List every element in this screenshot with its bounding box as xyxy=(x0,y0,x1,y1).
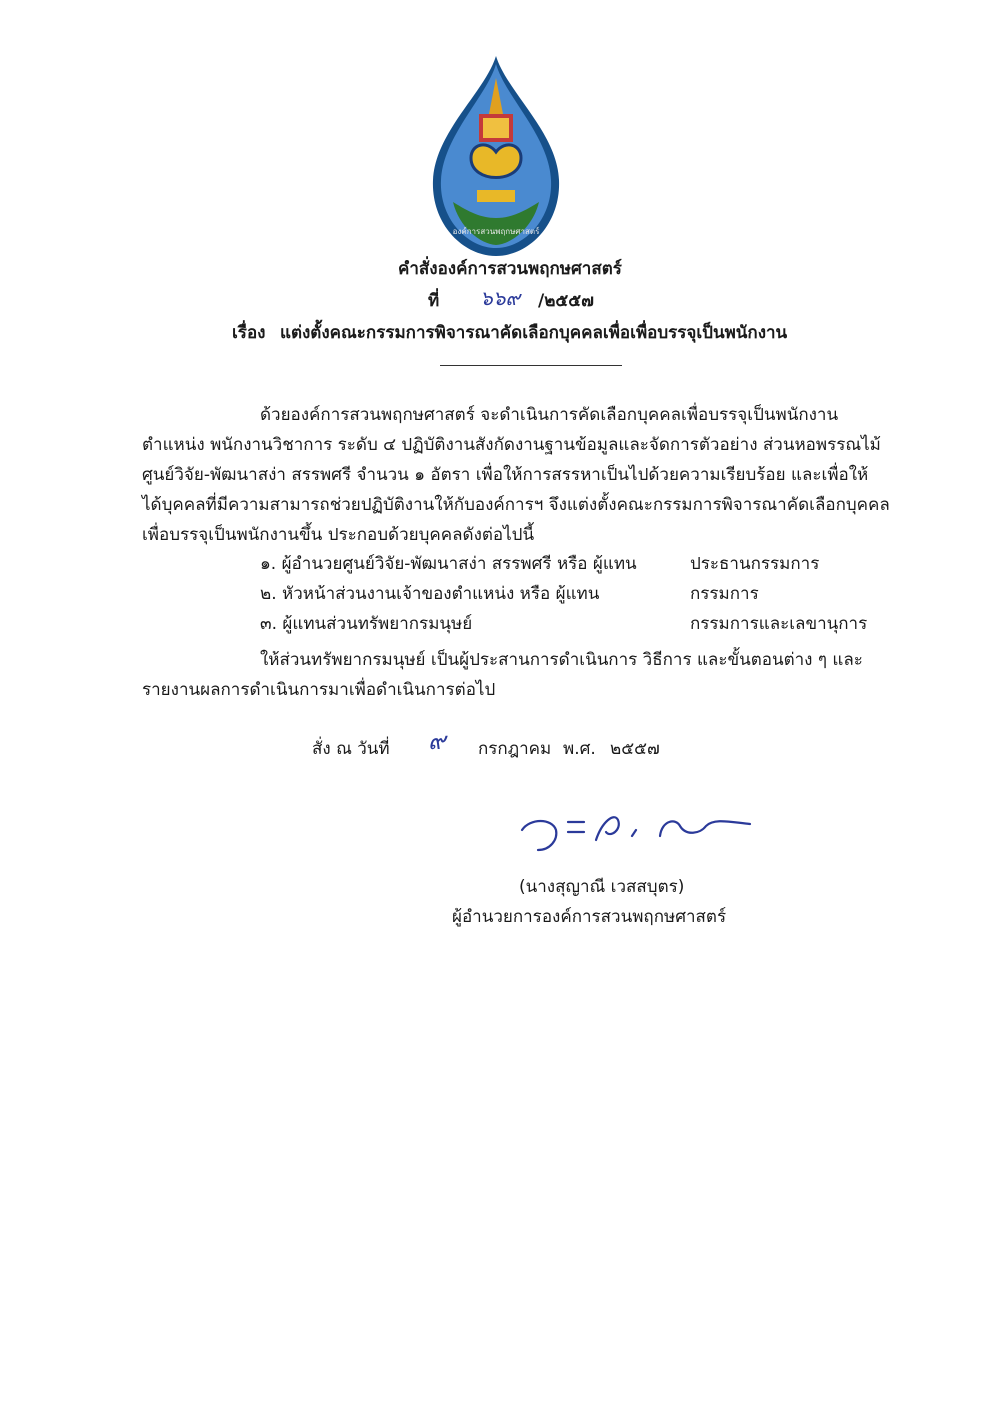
order-date-year: ๒๕๕๗ xyxy=(610,739,660,759)
committee-member-role: กรรมการและเลขานุการ xyxy=(690,614,868,634)
committee-member-name: ๑. ผู้อำนวยศูนย์วิจัย-พัฒนาสง่า สรรพศรี หรือ ผู้แทน xyxy=(260,554,637,574)
committee-member-role: กรรมการ xyxy=(690,584,759,604)
order-date-day-handwritten: ๙ xyxy=(428,727,446,755)
paragraph-line: ตำแหน่ง พนักงานวิชาการ ระดับ ๔ ปฏิบัติงานสังกัดงานฐานข้อมูลและจัดการตัวอย่าง ส่วนหอพรรณไม้ xyxy=(142,435,881,455)
subject-text: แต่งตั้งคณะกรรมการพิจารณาคัดเลือกบุคคลเพื่อเพื่อบรรจุเป็นพนักงาน xyxy=(280,323,788,343)
committee-member-name: ๓. ผู้แทนส่วนทรัพยากรมนุษย์ xyxy=(260,614,473,634)
signatory-name: (นางสุญาณี เวสสบุตร) xyxy=(519,877,685,897)
order-number-prefix: ที่ xyxy=(428,291,440,311)
committee-member-name: ๒. หัวหน้าส่วนงานเจ้าของตำแหน่ง หรือ ผู้แทน xyxy=(260,584,600,604)
paragraph-line: รายงานผลการดำเนินการมาเพื่อดำเนินการต่อไป xyxy=(142,680,496,700)
body-paragraph-2 xyxy=(142,645,884,705)
paragraph-line: ให้ส่วนทรัพยากรมนุษย์ เป็นผู้ประสานการดำเนินการ วิธีการ และขั้นตอนต่าง ๆ และ xyxy=(260,650,863,670)
organization-seal-logo xyxy=(425,52,567,260)
paragraph-line: เพื่อบรรจุเป็นพนักงานขึ้น ประกอบด้วยบุคคลดังต่อไปนี้ xyxy=(142,525,535,545)
document-title: คำสั่งองค์การสวนพฤกษศาสตร์ xyxy=(398,259,622,279)
order-date-month: กรกฎาคม xyxy=(478,739,552,759)
order-date-era: พ.ศ. xyxy=(563,739,596,759)
order-number-handwritten: ๖๖๙ xyxy=(480,286,521,310)
subject-label: เรื่อง xyxy=(232,323,266,343)
committee-member-role: ประธานกรรมการ xyxy=(690,554,820,574)
paragraph-line: ได้บุคคลที่มีความสามารถช่วยปฏิบัติงานให้กับองค์การฯ จึงแต่งตั้งคณะกรรมการพิจารณาคัดเลือกบุคคล xyxy=(142,495,890,515)
order-date-prefix: สั่ง ณ วันที่ xyxy=(312,739,390,759)
seal-inner-text: องค์การสวนพฤกษศาสตร์ xyxy=(452,227,540,236)
order-number-year: /๒๕๕๗ xyxy=(538,291,594,311)
paragraph-line: ศูนย์วิจัย-พัฒนาสง่า สรรพศรี จำนวน ๑ อัตรา เพื่อให้การสรรหาเป็นไปด้วยความเรียบร้อย และเพื่อให้ xyxy=(142,465,869,485)
paragraph-line: ด้วยองค์การสวนพฤกษศาสตร์ จะดำเนินการคัดเลือกบุคคลเพื่อบรรจุเป็นพนักงาน xyxy=(260,405,839,425)
signatory-position: ผู้อำนวยการองค์การสวนพฤกษศาสตร์ xyxy=(452,907,727,927)
header-divider xyxy=(440,365,622,366)
body-paragraph-1 xyxy=(142,400,890,550)
handwritten-signature xyxy=(510,800,760,860)
